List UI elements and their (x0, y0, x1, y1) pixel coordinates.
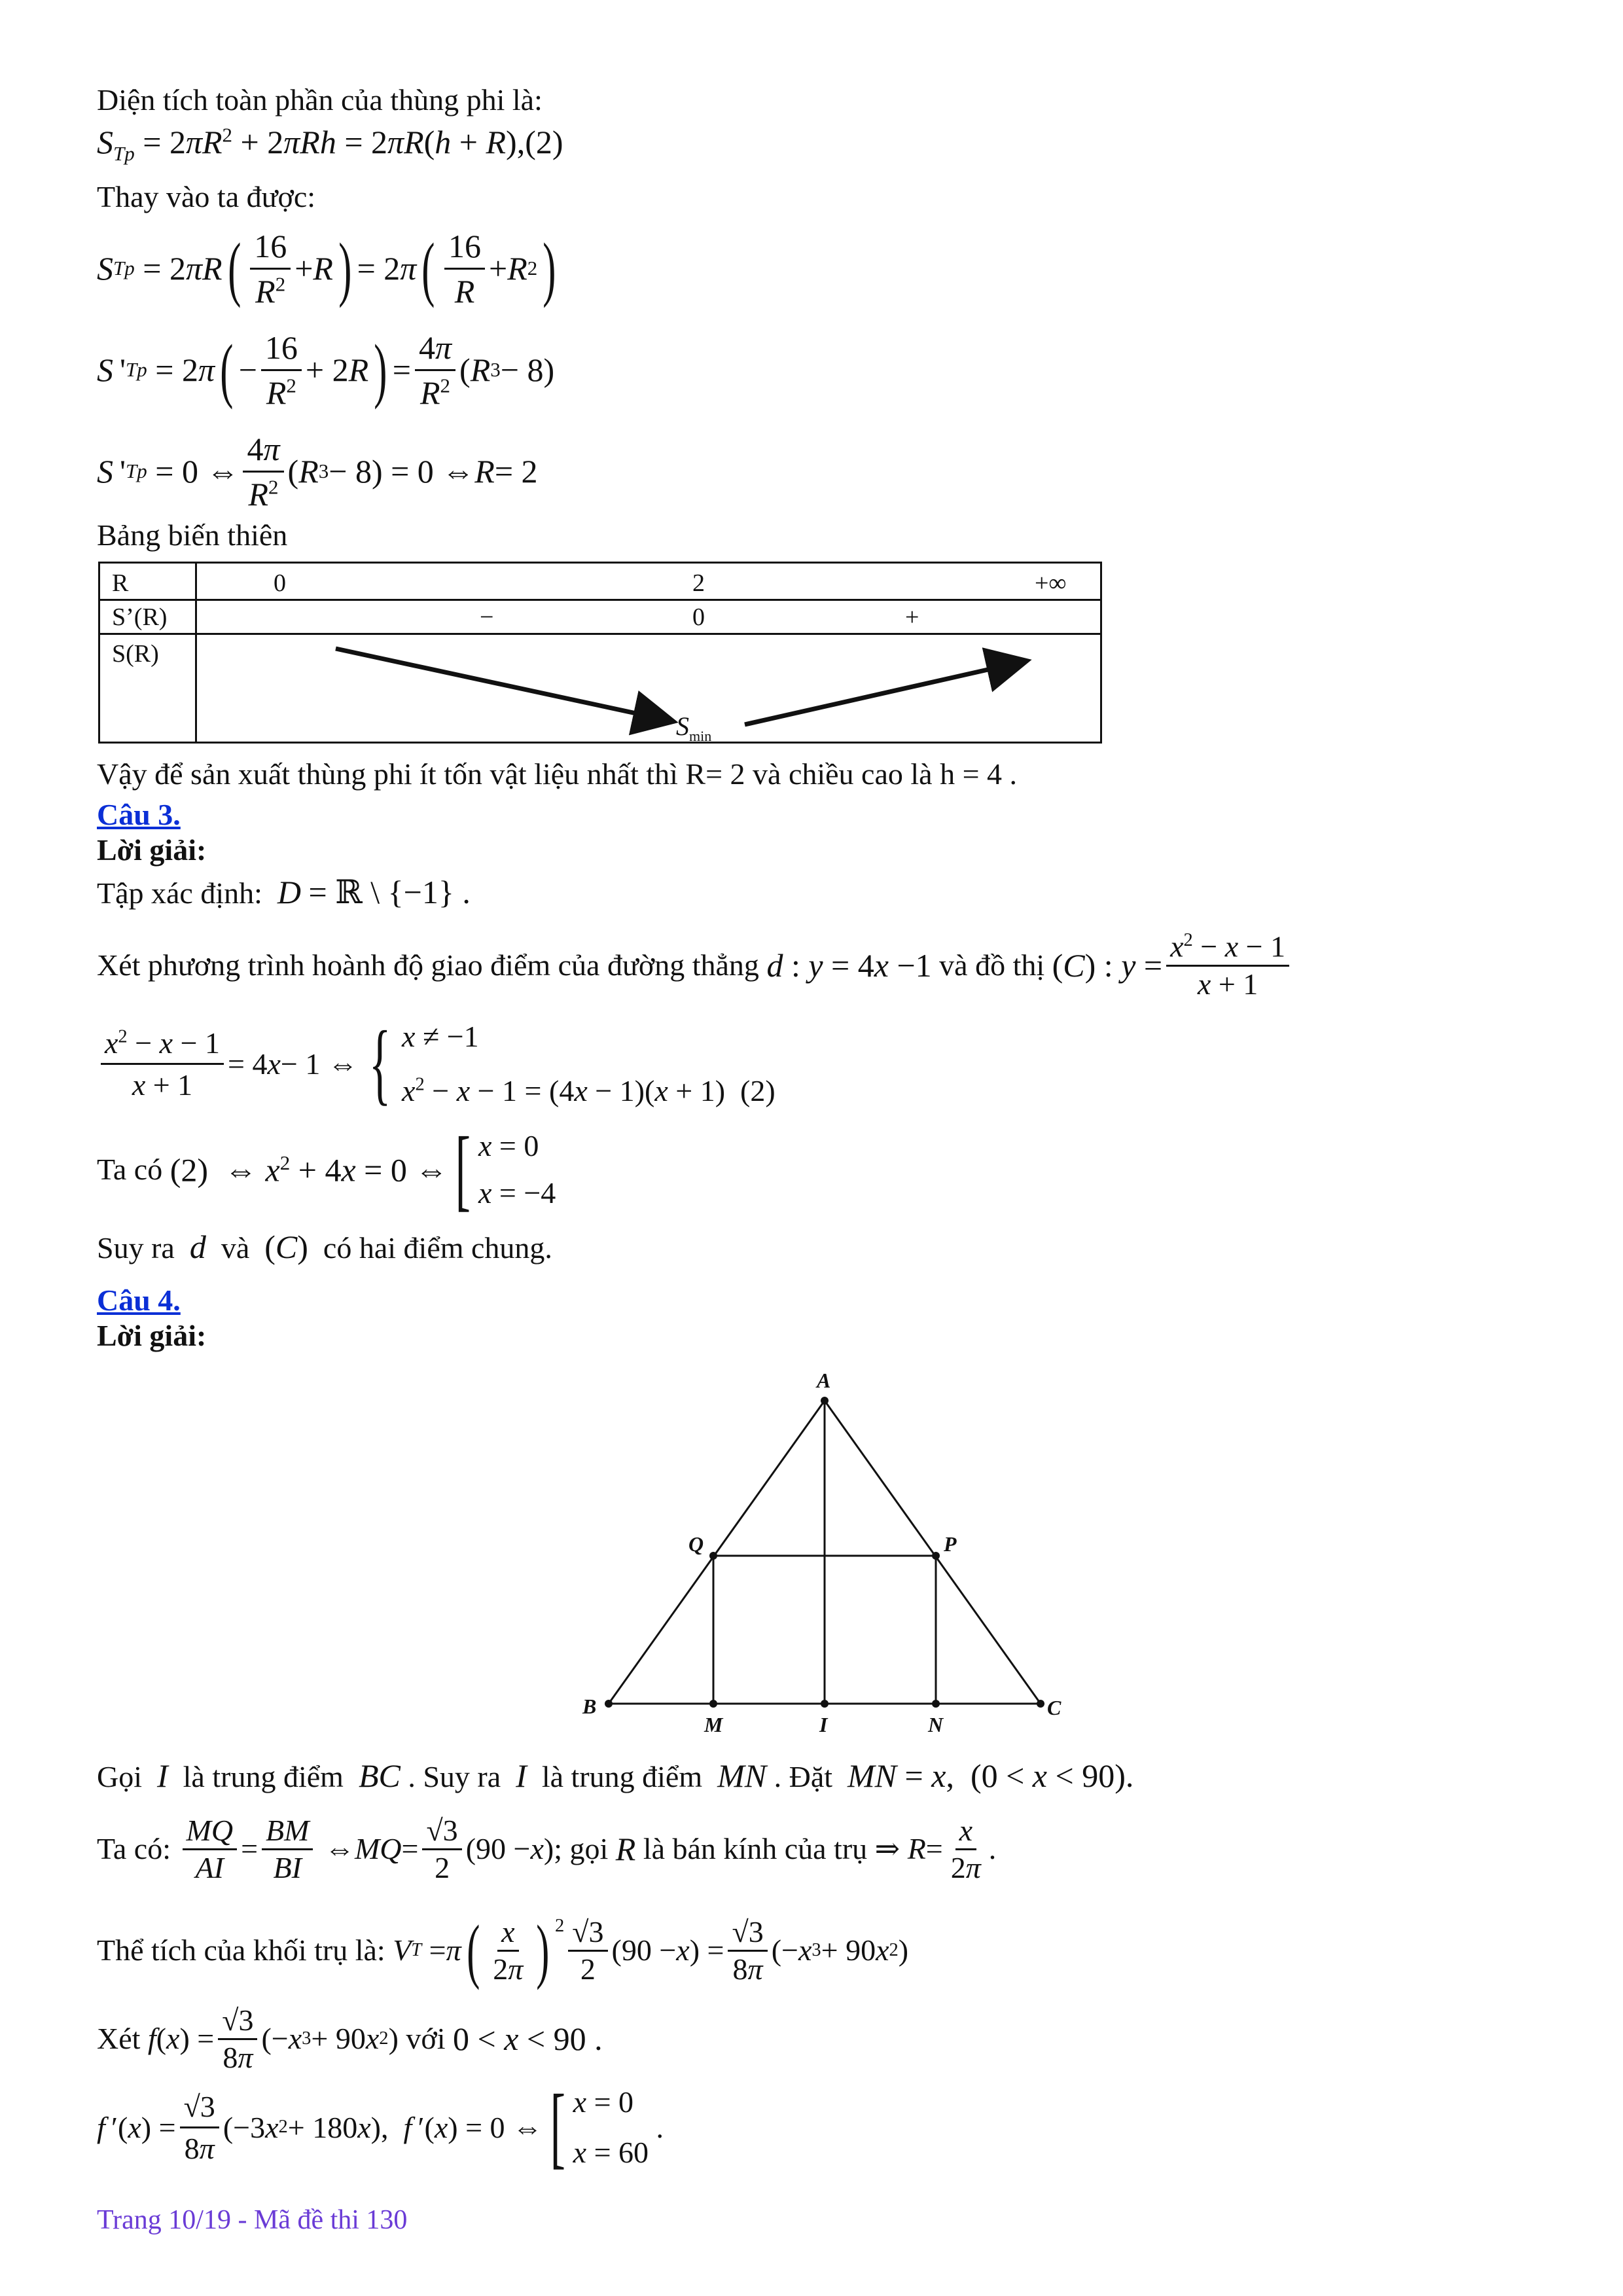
point-n (932, 1700, 940, 1708)
text-line-substitute: Thay vào ta được: (97, 180, 316, 213)
table-cell-sprime-plus: + (905, 603, 919, 631)
edge-ab (609, 1401, 825, 1704)
point-p (932, 1552, 940, 1560)
table-cell-r-inf: +∞ (1035, 569, 1067, 597)
label-q: Q (688, 1532, 704, 1556)
formula-solve-2: Ta có (2) ⇔ $x^2 + 4x = 0$ ⇔ [ x = 0 x = −4 (97, 1119, 556, 1220)
table-row-label-sprime: S’(R) (112, 603, 168, 631)
formula-fprime: f ′( x ) = $\frac{√3}{8\pi}$ (−3 x 2 + 180 x ), f ′( x ) = 0 ⇔ [ x = 0 x = 60 . (97, 2076, 664, 2178)
formula-total-area: $S_{Tp} = 2\pi R^2 + 2\pi Rh = 2\pi R(h + R),(2)$ (97, 123, 563, 165)
variation-arrows (100, 564, 1100, 742)
formula-area-substituted: S Tp = 2 πR ( $\frac{16}{R^2}$ + R ) = 2 π ( $\frac{16}{R}$ + R 2 ) (97, 227, 556, 310)
text-domain: Tập xác định: D = ℝ \ {−1} . (97, 874, 471, 910)
table-cell-sprime-zero: 0 (692, 603, 705, 631)
label-c: C (1047, 1696, 1061, 1719)
table-row-label-s: S(R) (112, 640, 159, 668)
label-a: A (817, 1369, 831, 1392)
label-b: B (582, 1695, 597, 1718)
formula-area-derivative: S ' Tp = 2 π ( − $\frac{16}{R^2}$ + 2 R ) = $\frac{4\pi}{R^2}$ ( R 3 − 8) (97, 329, 555, 411)
text-conclusion: Vậy để sản xuất thùng phi ít tốn vật liệu nhất thì R= 2 và chiều cao là h = 4 . (97, 757, 1018, 791)
point-c (1037, 1700, 1044, 1708)
formula-fx: Xét f ( x ) = $\frac{√3}{8\pi}$ (− x 3 + 90 x 2 ) với 0 < x < 90 . (97, 2003, 603, 2074)
table-cell-r-0: 0 (274, 569, 286, 597)
label-m: M (704, 1713, 723, 1736)
table-row-label-r: R (112, 569, 129, 597)
label-p: P (944, 1532, 957, 1556)
triangle-figure (576, 1361, 1073, 1741)
link-cau-3[interactable]: Câu 3. (97, 798, 181, 831)
table-cell-r-2: 2 (692, 569, 705, 597)
variation-table (98, 562, 1102, 744)
heading-loi-giai-4: Lời giải: (97, 1319, 207, 1352)
text-intersection: Xét phương trình hoành độ giao điểm của đường thẳng d : y = 4x −1 và đồ thị (C) : y = $\frac{x^2 - x - 1}{x + 1}$ (97, 929, 1293, 1001)
point-q (709, 1552, 717, 1560)
text-midpoint: Gọi I là trung điểm BC . Suy ra I là trung điểm MN . Đặt MN = x, (0 < x < 90). (97, 1757, 1134, 1794)
formula-derivative-zero: S ' Tp = 0 ⇔ $\frac{4\pi}{R^2}$ ( R 3 − 8) = 0 ⇔ R = 2 (97, 430, 538, 512)
point-a (821, 1397, 829, 1405)
link-cau-4[interactable]: Câu 4. (97, 1283, 181, 1317)
page-footer: Trang 10/19 - Mã đề thi 130 (97, 2205, 408, 2235)
text-line-variation-table: Bảng biến thiên (97, 518, 288, 552)
arrow-increasing (745, 662, 1023, 725)
formula-ratio: Ta có: $\frac{MQ}{AI}$ = $\frac{BM}{BI}$ ⇔ MQ = $\frac{√3}{2}$ (90 − x ) ; gọi R là bán kính của trụ ⇒ R = $\frac{x}{2\pi}$ . (97, 1813, 997, 1884)
heading-loi-giai-3: Lời giải: (97, 833, 207, 867)
point-m (709, 1700, 717, 1708)
formula-system: $\frac{x^2 - x - 1}{x + 1}$ = 4 x − 1 ⇔ { x ≠ −1 $x^2 - x - 1 = (4x - 1)(x + 1)$ (2) (97, 1014, 776, 1113)
label-n: N (928, 1713, 944, 1736)
table-cell-smin: $S_{min}$ (676, 711, 712, 744)
edge-ac (825, 1401, 1041, 1704)
point-b (605, 1700, 613, 1708)
formula-volume: Thể tích của khối trụ là: V T = π ( $\frac{x}{2\pi}$ ) $^2$ $\frac{√3}{2}$ (90 − x ) = $\frac{√3}{8\pi}$ (− x 3 + 90 x 2 ) (97, 1910, 909, 1990)
text-two-common-points: Suy ra d và (C) có hai điểm chung. (97, 1229, 552, 1265)
arrow-decreasing (336, 649, 669, 721)
label-i: I (819, 1713, 828, 1736)
text-line-surface-area: Diện tích toàn phần của thùng phi là: (97, 83, 543, 117)
point-i (821, 1700, 829, 1708)
table-cell-sprime-minus: − (480, 603, 494, 631)
